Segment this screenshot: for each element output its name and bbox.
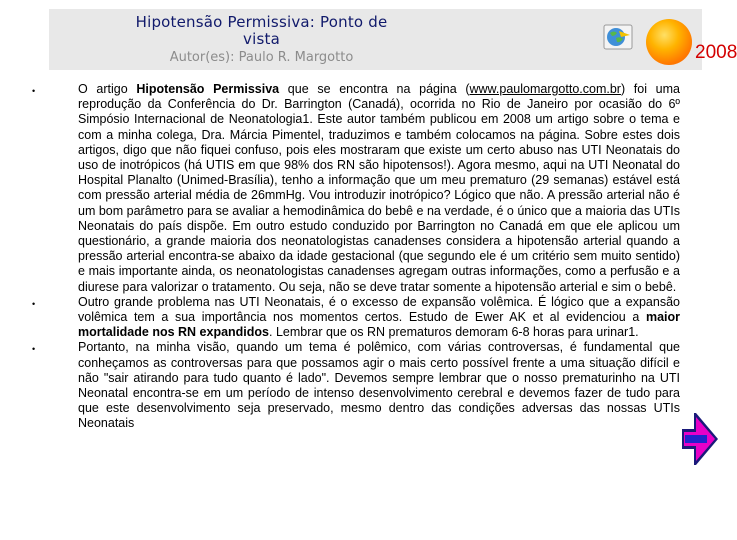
paragraph-1 xyxy=(32,82,680,295)
year-badge xyxy=(646,19,692,65)
p2-text-2: . Lembrar que os RN prematuros demoram 6-8 horas para urinar1. xyxy=(269,325,639,340)
bullet: • xyxy=(32,344,36,355)
next-arrow-icon[interactable] xyxy=(682,413,718,465)
author-line: Autor(es): Paulo R. Margotto xyxy=(169,50,354,65)
globe-logo-icon xyxy=(603,24,633,50)
p2-text-1: Outro grande problema nas UTI Neonatais, é o excesso de expansão volêmica. É lógico que a expansão volêmica tem a sua importância nos momentos certos. Estudo de Ewer AK et al evidenciou a xyxy=(78,294,680,325)
bullet: • xyxy=(32,298,36,309)
paragraph-3 xyxy=(32,340,680,431)
site-link[interactable]: www.paulomargotto.com.br xyxy=(469,82,621,96)
slide-content xyxy=(32,82,680,432)
paragraph-2 xyxy=(32,294,680,341)
year-label: 2008 xyxy=(695,42,737,63)
p1-bold-term: Hipotensão Permissiva xyxy=(136,82,280,96)
p2-bold-term: maior mortalidade nos RN expandidos xyxy=(78,310,680,340)
p3-text-1: Portanto, na minha visão, quando um tema é polêmico, com várias controversas, é fundamental que conheçamos as controversas para que possamos agir o mais certo possível frente a uma situação difícil e não "sair atirando para tudo quanto é lado". Devemos sempre lembrar que o nosso prematurinho na UTI Neonatal encontra-se em um período de intenso desenvolvimento cerebral e devemos fazer de tudo para que este desenvolvimento seja preservado, mesmo dentro das condições adversas das nossas UTIs Neonatais xyxy=(78,340,680,431)
slide-header xyxy=(49,9,737,70)
p1-text-2: que se encontra na página ( xyxy=(279,82,470,96)
bullet: • xyxy=(32,86,36,96)
p1-text-1: O artigo xyxy=(78,82,137,96)
p1-text-3: ) foi uma reprodução da Conferência do Dr. Barrington (Canadá), ocorrida no Rio de Janeiro por ocasião do 6º Simpósio Internacional de Neonatologia1. Este autor também publicou em 2008 um artigo sobre o tema e com a minha colega, Dra. Márcia Pimentel, traduzimos e também colocamos na página. Sobre estes dois artigos, digo que não fiquei confuso, pois eles mostraram que existe um certo abuso nas UTI Neonatais do uso de inotrópicos (há UTIS em que 98% dos RN são hipotensos!). Agora mesmo, aqui na UTI Neonatal do Hospital Planalto (Unimed-Brasília), tenho a informação que um meu prematuro (29 semanas) estável está com pressão arterial média de 26mmHg. Vou introduzir inotrópico? Lógico que não. A pressão arterial não é um bom parâmetro para se avaliar a hemodinâmica do bebê e na verdade, é o único que a maioria das UTIs Neonatais do país dispõe. Em outro estudo conduzido por Barrington no Canadá em que ele aplicou um questionário, a grande maioria dos neonatologistas canadenses considera a hipotensão arterial quando a pressão arterial encontra-se abaixo da idade gestacional (que segundo ele é um critério sem muito sentido) e mais importante ainda, os neonatologistas canadenses agregam outras informações, como a perfusão e a diurese para valorizar o tratamento. Ou seja, não se deve tratar somente a hipotensão arterial e sim o bebê. xyxy=(78,82,680,294)
slide-title: Hipotensão Permissiva: Ponto de vista xyxy=(135,13,388,48)
